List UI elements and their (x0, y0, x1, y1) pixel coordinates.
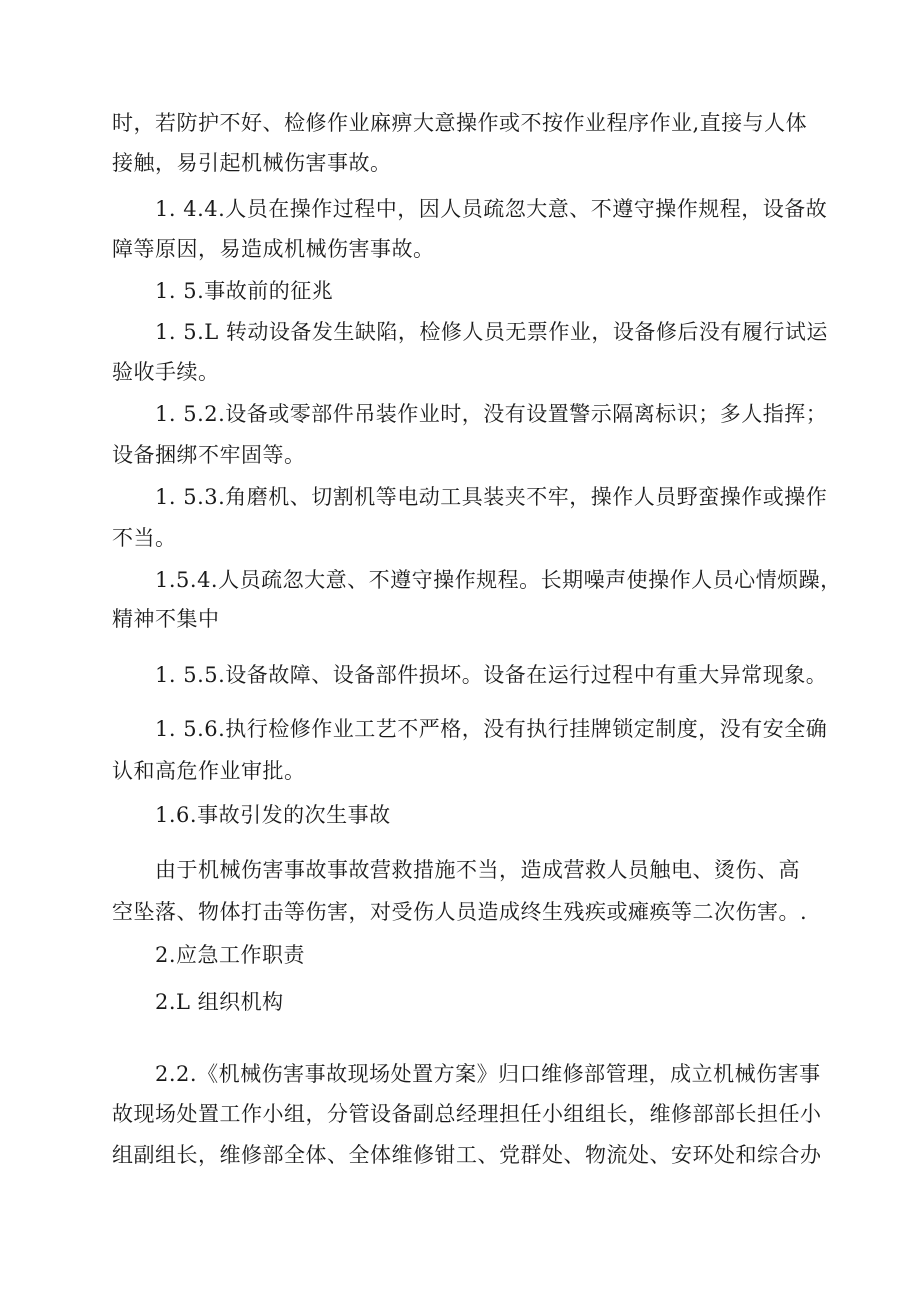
text-line: 空坠落、物体打击等伤害，对受伤人员造成终生残疾或瘫痪等二次伤害。. (112, 900, 808, 924)
text-line: 1.6.事故引发的次生事故 (155, 803, 391, 827)
text-line: 1. 5.6.执行检修作业工艺不严格，没有执行挂牌锁定制度，没有安全确 (155, 717, 828, 741)
text-line: 1.5.4.人员疏忽大意、不遵守操作规程。长期噪声使操作人员心情烦躁， (155, 568, 842, 592)
text-line: 障等原因，易造成机械伤害事故。 (112, 237, 435, 261)
text-line: 由于机械伤害事故事故营救措施不当，造成营救人员触电、烫伤、高 (155, 858, 800, 882)
text-line: 2.应急工作职责 (155, 943, 306, 967)
text-line: 故现场处置工作小组，分管设备副总经理担任小组组长，维修部部长担任小 (112, 1102, 822, 1126)
text-line: 2.2.《机械伤害事故现场处置方案》归口维修部管理，成立机械伤害事 (155, 1062, 821, 1086)
text-line: 1. 5.3.角磨机、切割机等电动工具装夹不牢，操作人员野蛮操作或操作 (155, 485, 828, 509)
text-line: 时，若防护不好、检修作业麻痹大意操作或不按作业程序作业,直接与人体 (112, 111, 808, 135)
text-line: 组副组长，维修部全体、全体维修钳工、党群处、物流处、安环处和综合办 (112, 1143, 822, 1167)
text-line: 1. 5.5.设备故障、设备部件损坏。设备在运行过程中有重大异常现象。 (155, 663, 828, 687)
text-line: 设备捆绑不牢固等。 (112, 443, 306, 467)
text-line: 认和高危作业审批。 (112, 759, 306, 783)
text-line: 1. 4.4.人员在操作过程中，因人员疏忽大意、不遵守操作规程，设备故 (155, 197, 828, 221)
text-line: 1. 5.事故前的征兆 (155, 279, 334, 303)
text-line: 1. 5.2.设备或零部件吊装作业时，没有设置警示隔离标识；多人指挥； (155, 402, 828, 426)
text-line: 2.L 组织机构 (155, 990, 284, 1014)
text-line: 1. 5.L 转动设备发生缺陷，检修人员无票作业，设备修后没有履行试运 (155, 320, 828, 344)
text-line: 接触，易引起机械伤害事故。 (112, 151, 392, 175)
text-line: 不当。 (112, 526, 177, 550)
text-line: 验收手续。 (112, 360, 220, 384)
text-line: 精神不集中 (112, 607, 220, 631)
